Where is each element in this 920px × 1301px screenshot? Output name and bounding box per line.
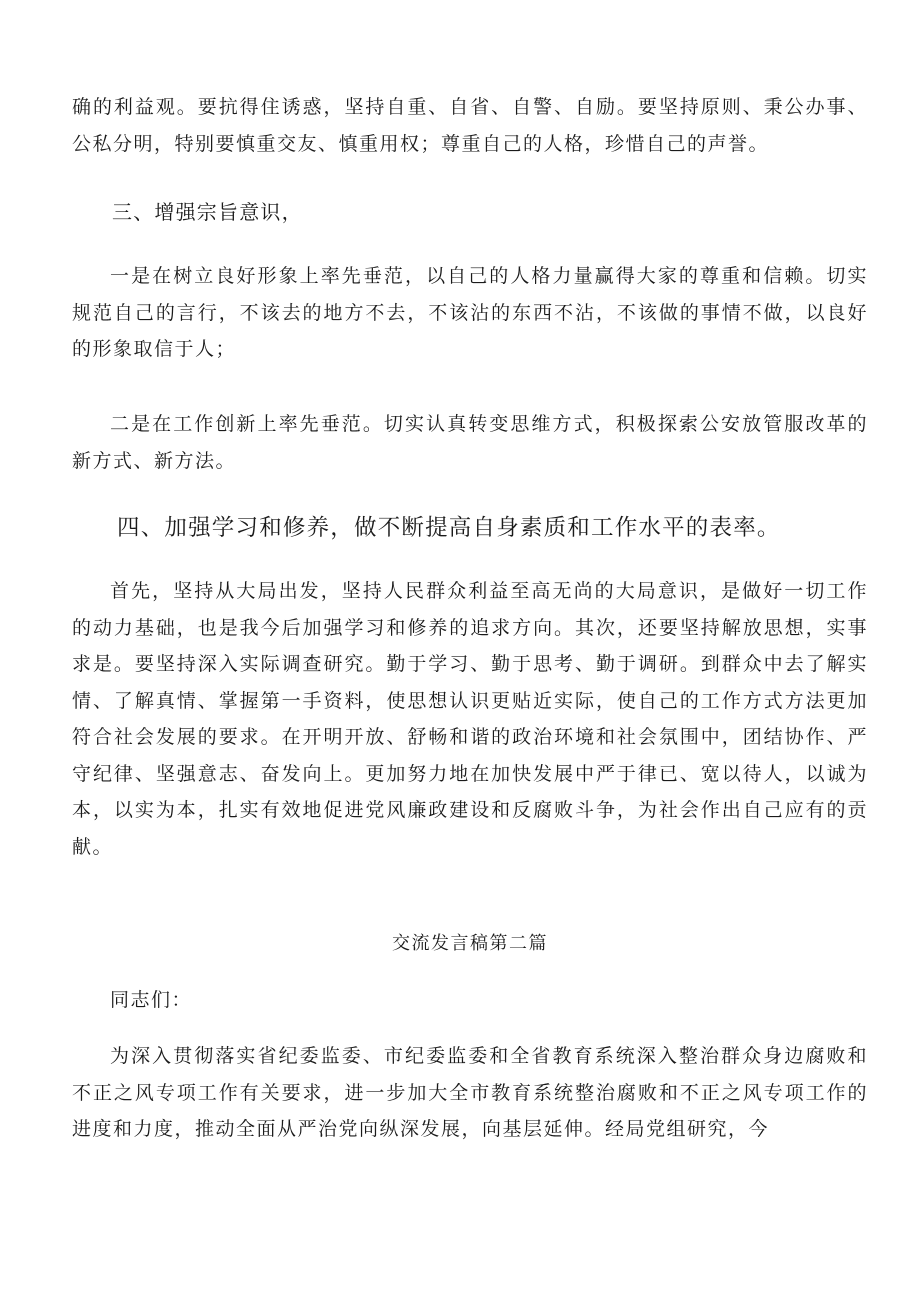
paragraph-continued: 确的利益观。要抗得住诱惑，坚持自重、自省、自警、自励。要坚持原则、秉公办事、公私分明，特别要慎重交友、慎重用权；尊重自己的人格，珍惜自己的声誉。 [72,96,868,155]
heading-section-4: 四、加强学习和修养，做不断提高自身素质和工作水平的表率。 [117,515,781,541]
heading-section-3: 三、增强宗旨意识， [112,200,303,224]
paragraph-5: 为深入贯彻落实省纪委监委、市纪委监委和全省教育系统深入整治群众身边腐败和不正之风专项工作有关要求，进一步加大全市教育系统整治腐败和不正之风专项工作的进度和力度，推动全面从严治党向纵深发展，向基层延伸。经局党组研究，今 [72,1045,868,1140]
salutation: 同志们： [110,989,193,1011]
section-title: 交流发言稿第二篇 [392,933,548,954]
paragraph-4: 首先，坚持从大局出发，坚持人民群众利益至高无尚的大局意识，是做好一切工作的动力基础，也是我今后加强学习和修养的追求方向。其次，还要坚持解放思想，实事求是。要坚持深入实际调查研究。勤于学习、勤于思考、勤于调研。到群众中去了解实情、了解真情、掌握第一手资料，使思想认识更贴近实际，使自己的工作方式方法更加符合社会发展的要求。在开明开放、舒畅和谐的政治环境和社会氛围中，团结协作、严守纪律、坚强意志、奋发向上。更加努力地在加快发展中严于律已、宽以待人，以诚为本，以实为本，扎实有效地促进党风廉政建设和反腐败斗争，为社会作出自己应有的贡献。 [72,580,868,858]
paragraph-3b: 二是在工作创新上率先垂范。切实认真转变思维方式，积极探索公安放管服改革的新方式、新方法。 [72,413,868,472]
paragraph-3a: 一是在树立良好形象上率先垂范，以自己的人格力量赢得大家的尊重和信赖。切实规范自己的言行，不该去的地方不去，不该沾的东西不沾，不该做的事情不做，以良好的形象取信于人； [72,265,868,360]
